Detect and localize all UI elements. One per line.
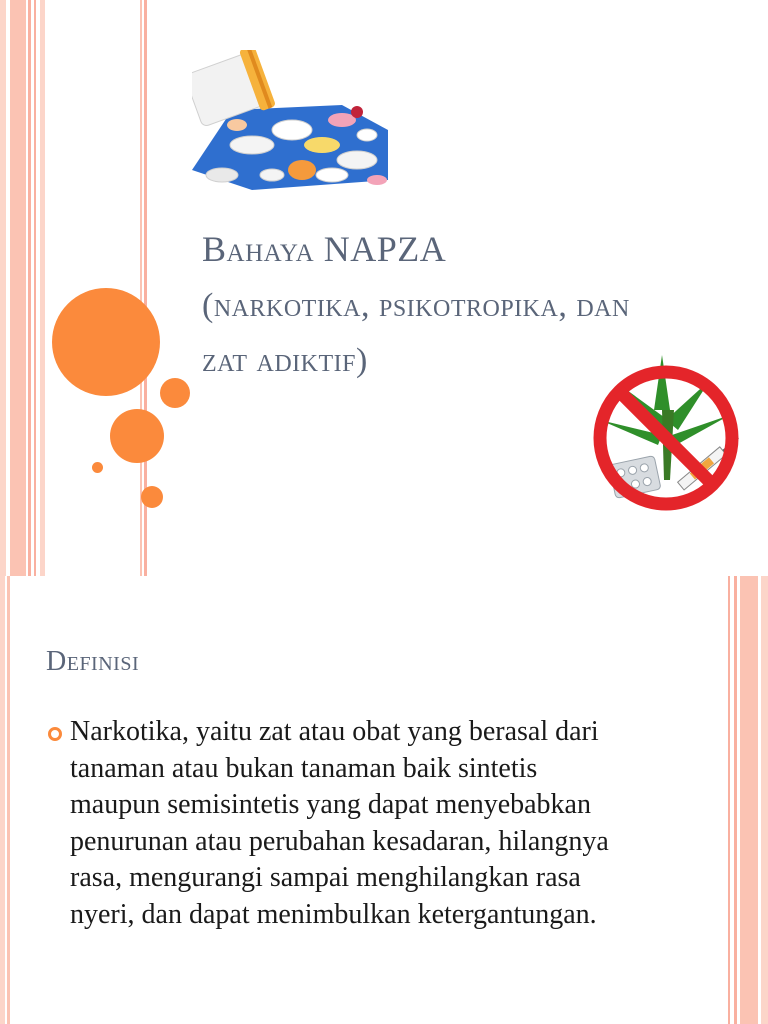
left-decorative-stripe (0, 576, 14, 1024)
decorative-circle-medium (110, 409, 164, 463)
definition-slide (0, 576, 768, 1024)
decorative-circle-small-2 (141, 486, 163, 508)
bullet-text: Narkotika, yaitu zat atau obat yang berasal dari tanaman atau bukan tanaman baik sintetis maupun semisintetis yang dapat menyebabkan penurunan atau perubahan kesadaran, hilangnya rasa, mengurangi sampai menghilangkan rasa nyeri, dan dapat menimbulkan ketergantungan. (70, 716, 609, 930)
no-drugs-sign-icon (590, 350, 748, 520)
slide-heading: Definisi (46, 646, 140, 677)
left-decorative-stripes (0, 0, 150, 576)
pills-image (192, 50, 388, 190)
decorative-circle-small (160, 378, 190, 408)
bullet-circle-icon (48, 727, 62, 741)
slide-title (202, 220, 642, 388)
title-main: Bahaya NAPZA (202, 229, 447, 269)
decorative-circle-large (52, 288, 160, 396)
bullet-list (46, 714, 626, 933)
right-decorative-stripes (728, 576, 768, 1024)
title-sub: (narkotika, psikotropika, dan zat adiktif) (202, 287, 630, 379)
decorative-circle-tiny (92, 462, 103, 473)
